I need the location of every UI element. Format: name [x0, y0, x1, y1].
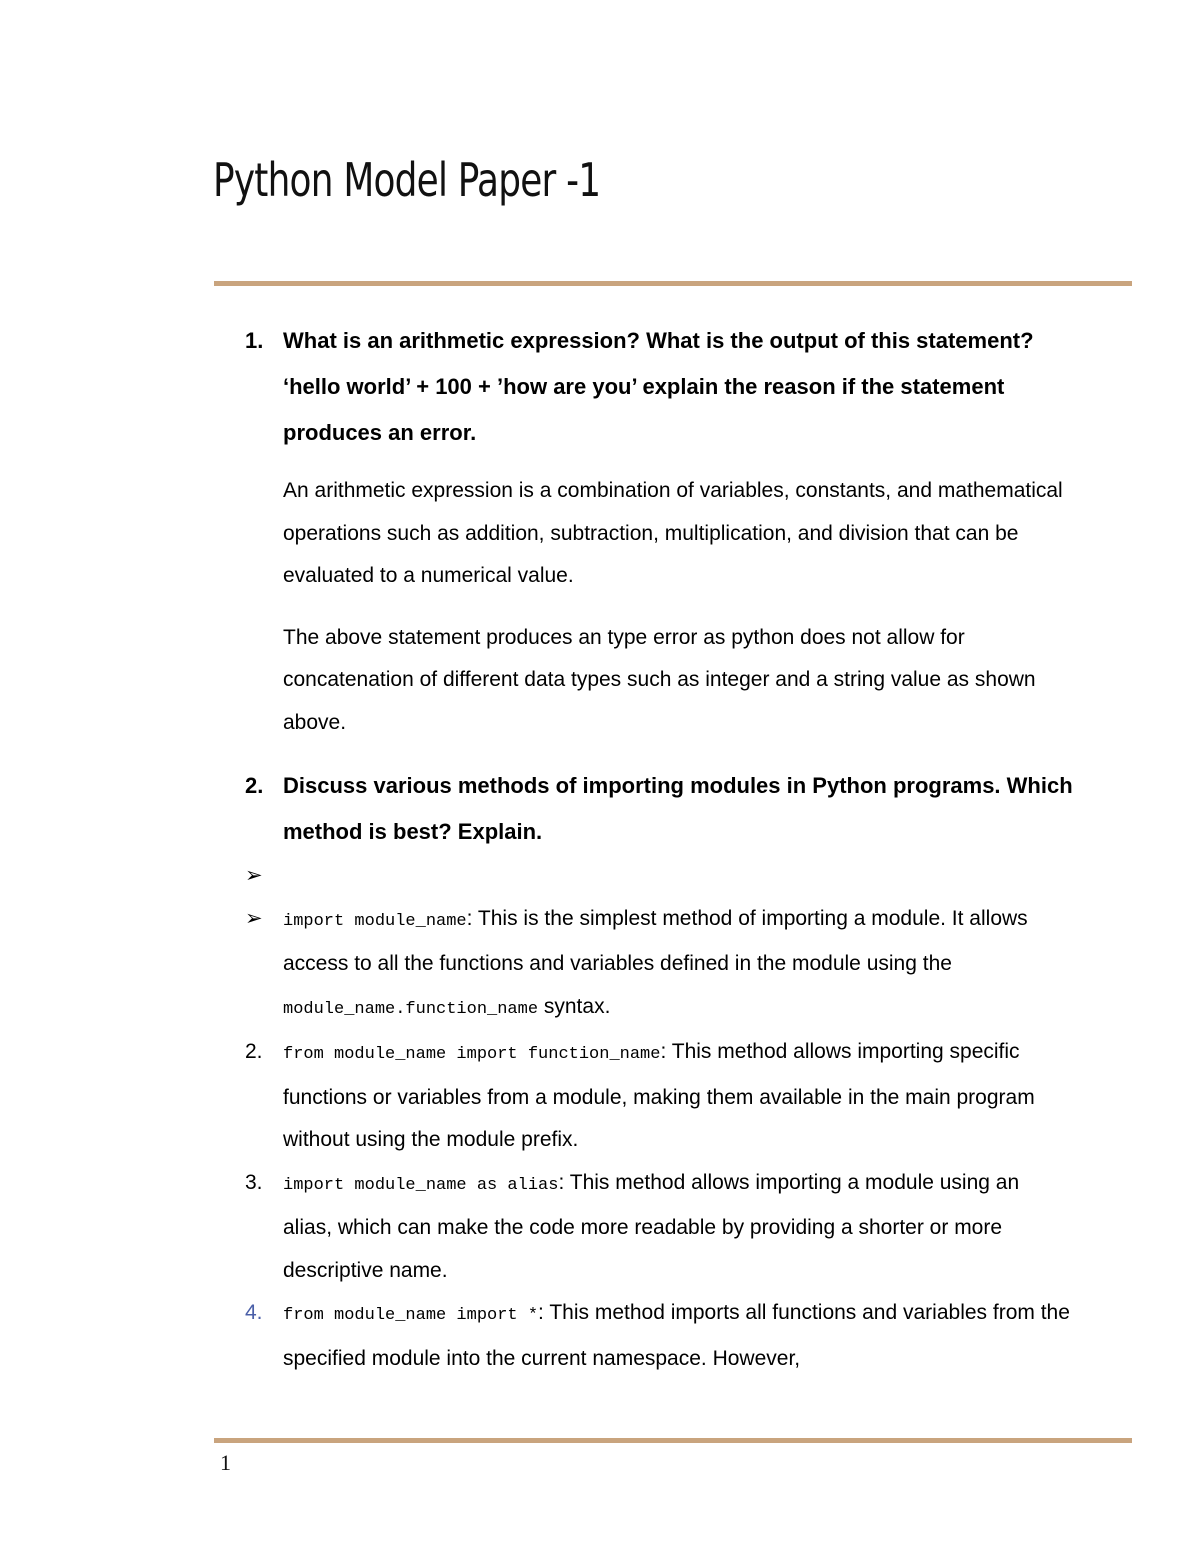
list-item-import-alias [245, 1162, 1075, 1293]
list-item-text: : This method imports all functions and variables from the specified module into the current namespace. However, [283, 1301, 1070, 1370]
list-item-import-star [245, 1292, 1075, 1380]
question-2-text: Discuss various methods of importing modules in Python programs. Which method is best? Explain. [283, 773, 1073, 844]
question-2 [245, 763, 1075, 855]
import-methods-list [245, 855, 1075, 1380]
question-1 [245, 318, 1075, 456]
list-item-import-body [283, 898, 1073, 1032]
code-snippet: import module_name as alias [283, 1175, 559, 1195]
document-title: Python Model Paper -1 [213, 153, 601, 207]
list-item-text: : This method allows importing specific functions or variables from a module, making them available in the main program without using the module prefix. [283, 1040, 1035, 1151]
footer-divider [214, 1438, 1132, 1443]
answer-1-paragraph-1: An arithmetic expression is a combination of variables, constants, and mathematical operations such as addition, subtraction, multiplication, and division that can be evaluated to a numerical value. [283, 479, 1063, 587]
answer-1-paragraph-2: The above statement produces an type error as python does not allow for concatenation of different data types such as integer and a string value as shown above. [283, 625, 1036, 734]
code-snippet: import module_name [283, 911, 467, 931]
arrow-bullet-icon: ➢ [245, 906, 263, 930]
header-divider [214, 281, 1132, 286]
code-snippet: from module_name import function_name [283, 1045, 661, 1064]
list-item-from-import [245, 1031, 1075, 1162]
question-1-text: What is an arithmetic expression? What is the output of this statement? ‘hello world’ + 100 + ’how are you’ explain the reason if the statement produces an error. [283, 328, 1034, 445]
list-item-text: syntax. [538, 994, 611, 1018]
code-snippet: module_name.function_name [283, 999, 539, 1019]
question-2-number: 2. [245, 773, 264, 798]
list-item-text: : This is the simplest method of importing a module. It allows access to all the functions and variables defined in the module using the [283, 906, 1028, 975]
list-item-number: 2. [245, 1040, 263, 1063]
question-1-number: 1. [245, 328, 264, 353]
list-item-number: 3. [245, 1170, 263, 1194]
page-number: 1 [220, 1450, 231, 1475]
list-item-empty [245, 855, 1075, 898]
arrow-bullet-icon: ➢ [245, 864, 263, 887]
document-body [245, 318, 1075, 1380]
list-item-import [245, 898, 1075, 1032]
list-item-number: 4. [245, 1301, 263, 1324]
list-item-text: : This method allows importing a module using an alias, which can make the code more readable by providing a shorter or more descriptive name. [283, 1170, 1020, 1282]
code-snippet: from module_name import * [283, 1306, 539, 1325]
